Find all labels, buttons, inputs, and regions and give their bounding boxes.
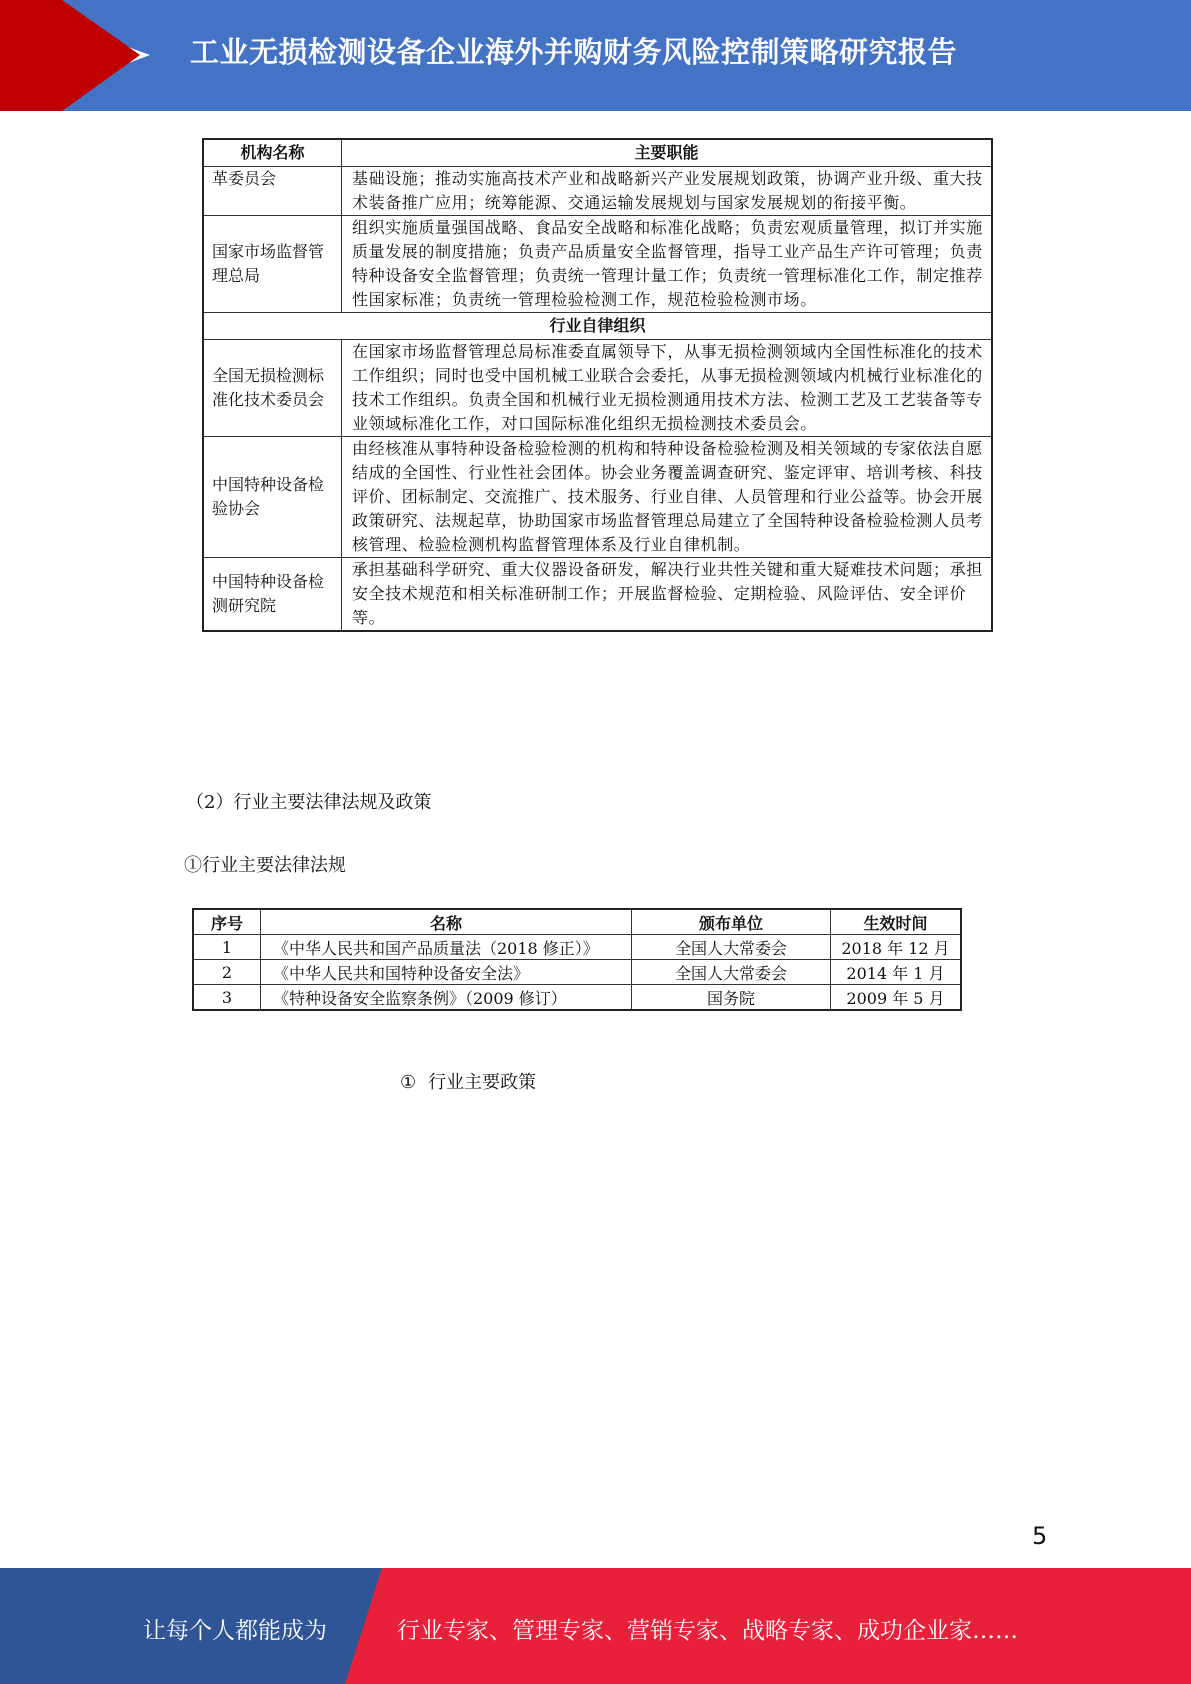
org-name: 国家市场监督管理总局 xyxy=(203,216,342,313)
law-col-date: 生效时间 xyxy=(831,909,962,935)
law-issuer: 全国人大常委会 xyxy=(632,935,831,960)
header-red-block xyxy=(0,0,62,111)
org-name: 全国无损检测标准化技术委员会 xyxy=(203,340,342,437)
subsection-heading-laws: ①行业主要法律法规 xyxy=(184,855,346,876)
law-index: 1 xyxy=(193,935,261,960)
law-issuer: 全国人大常委会 xyxy=(632,960,831,985)
section-label: 行业自律组织 xyxy=(203,313,992,340)
law-date: 2018 年 12 月 xyxy=(831,935,962,960)
law-col-name: 名称 xyxy=(261,909,632,935)
table-row xyxy=(193,985,961,1011)
org-name: 革委员会 xyxy=(203,167,342,216)
law-name: 《中华人民共和国特种设备安全法》 xyxy=(261,960,632,985)
law-date: 2014 年 1 月 xyxy=(831,960,962,985)
org-desc: 组织实施质量强国战略、食品安全战略和标准化战略；负责宏观质量管理，拟订并实施质量发展的制度措施；负责产品质量安全监督管理，指导工业产品生产许可管理；负责特种设备安全监督管理；负责统一管理计量工作；负责统一管理标准化工作，制定推荐性国家标准；负责统一管理检验检测工作，规范检验检测市场。 xyxy=(342,216,993,313)
table-row xyxy=(203,216,992,313)
footer-slogan-right: 行业专家、管理专家、营销专家、战略专家、成功企业家…… xyxy=(397,1618,1018,1644)
law-table xyxy=(192,908,962,1011)
table-row xyxy=(193,960,961,985)
page-number: 5 xyxy=(1032,1522,1048,1550)
org-desc: 由经核准从事特种设备检验检测的机构和特种设备检验检测及相关领域的专家依法自愿结成的全国性、行业性社会团体。协会业务覆盖调查研究、鉴定评审、培训考核、科技评价、团标制定、交流推广、技术服务、行业自律、人员管理和行业公益等。协会开展政策研究、法规起草，协助国家市场监督管理总局建立了全国特种设备检验检测人员考核管理、检验检测机构监督管理体系及行业自律机制。 xyxy=(342,437,993,558)
section-heading: （2）行业主要法律法规及政策 xyxy=(186,792,432,813)
footer-slogan-left: 让每个人都能成为 xyxy=(143,1618,327,1644)
org-name: 中国特种设备检验协会 xyxy=(203,437,342,558)
org-col-name-header: 机构名称 xyxy=(203,139,342,167)
law-table-header xyxy=(193,909,961,935)
page-footer xyxy=(0,1568,1191,1684)
law-date: 2009 年 5 月 xyxy=(831,985,962,1011)
law-index: 3 xyxy=(193,985,261,1011)
law-name: 《中华人民共和国产品质量法（2018 修正）》 xyxy=(261,935,632,960)
org-col-desc-header: 主要职能 xyxy=(342,139,993,167)
org-name: 中国特种设备检测研究院 xyxy=(203,558,342,632)
org-table-header xyxy=(203,139,992,167)
law-col-index: 序号 xyxy=(193,909,261,935)
org-desc: 在国家市场监督管理总局标准委直属领导下，从事无损检测领域内全国性标准化的技术工作组织；同时也受中国机械工业联合会委托，从事无损检测领域内机械行业标准化的技术工作组织。负责全国和机械行业无损检测通用技术方法、检测工艺及工艺装备等专业领域标准化工作，对口国际标准化组织无损检测技术委员会。 xyxy=(342,340,993,437)
table-row xyxy=(193,935,961,960)
org-table xyxy=(202,138,993,632)
table-row xyxy=(203,558,992,632)
subsection-text: 行业主要政策 xyxy=(428,1072,537,1093)
table-section-row xyxy=(203,313,992,340)
table-row xyxy=(203,340,992,437)
subsection-heading-policies xyxy=(400,1068,536,1094)
table-row xyxy=(203,167,992,216)
subsection-number: ① xyxy=(400,1072,417,1093)
law-index: 2 xyxy=(193,960,261,985)
org-desc: 承担基础科学研究、重大仪器设备研发，解决行业共性关键和重大疑难技术问题；承担安全技术规范和相关标准研制工作；开展监督检验、定期检验、风险评估、安全评价等。 xyxy=(342,558,993,632)
law-col-issuer: 颁布单位 xyxy=(632,909,831,935)
report-title: 工业无损检测设备企业海外并购财务风险控制策略研究报告 xyxy=(190,35,958,69)
page-header xyxy=(0,0,1191,111)
law-issuer: 国务院 xyxy=(632,985,831,1011)
law-name: 《特种设备安全监察条例》（2009 修订） xyxy=(261,985,632,1011)
org-desc: 基础设施；推动实施高技术产业和战略新兴产业发展规划政策，协调产业升级、重大技术装备推广应用；统筹能源、交通运输发展规划与国家发展规划的衔接平衡。 xyxy=(342,167,993,216)
header-chevron-red xyxy=(62,0,140,111)
table-row xyxy=(203,437,992,558)
